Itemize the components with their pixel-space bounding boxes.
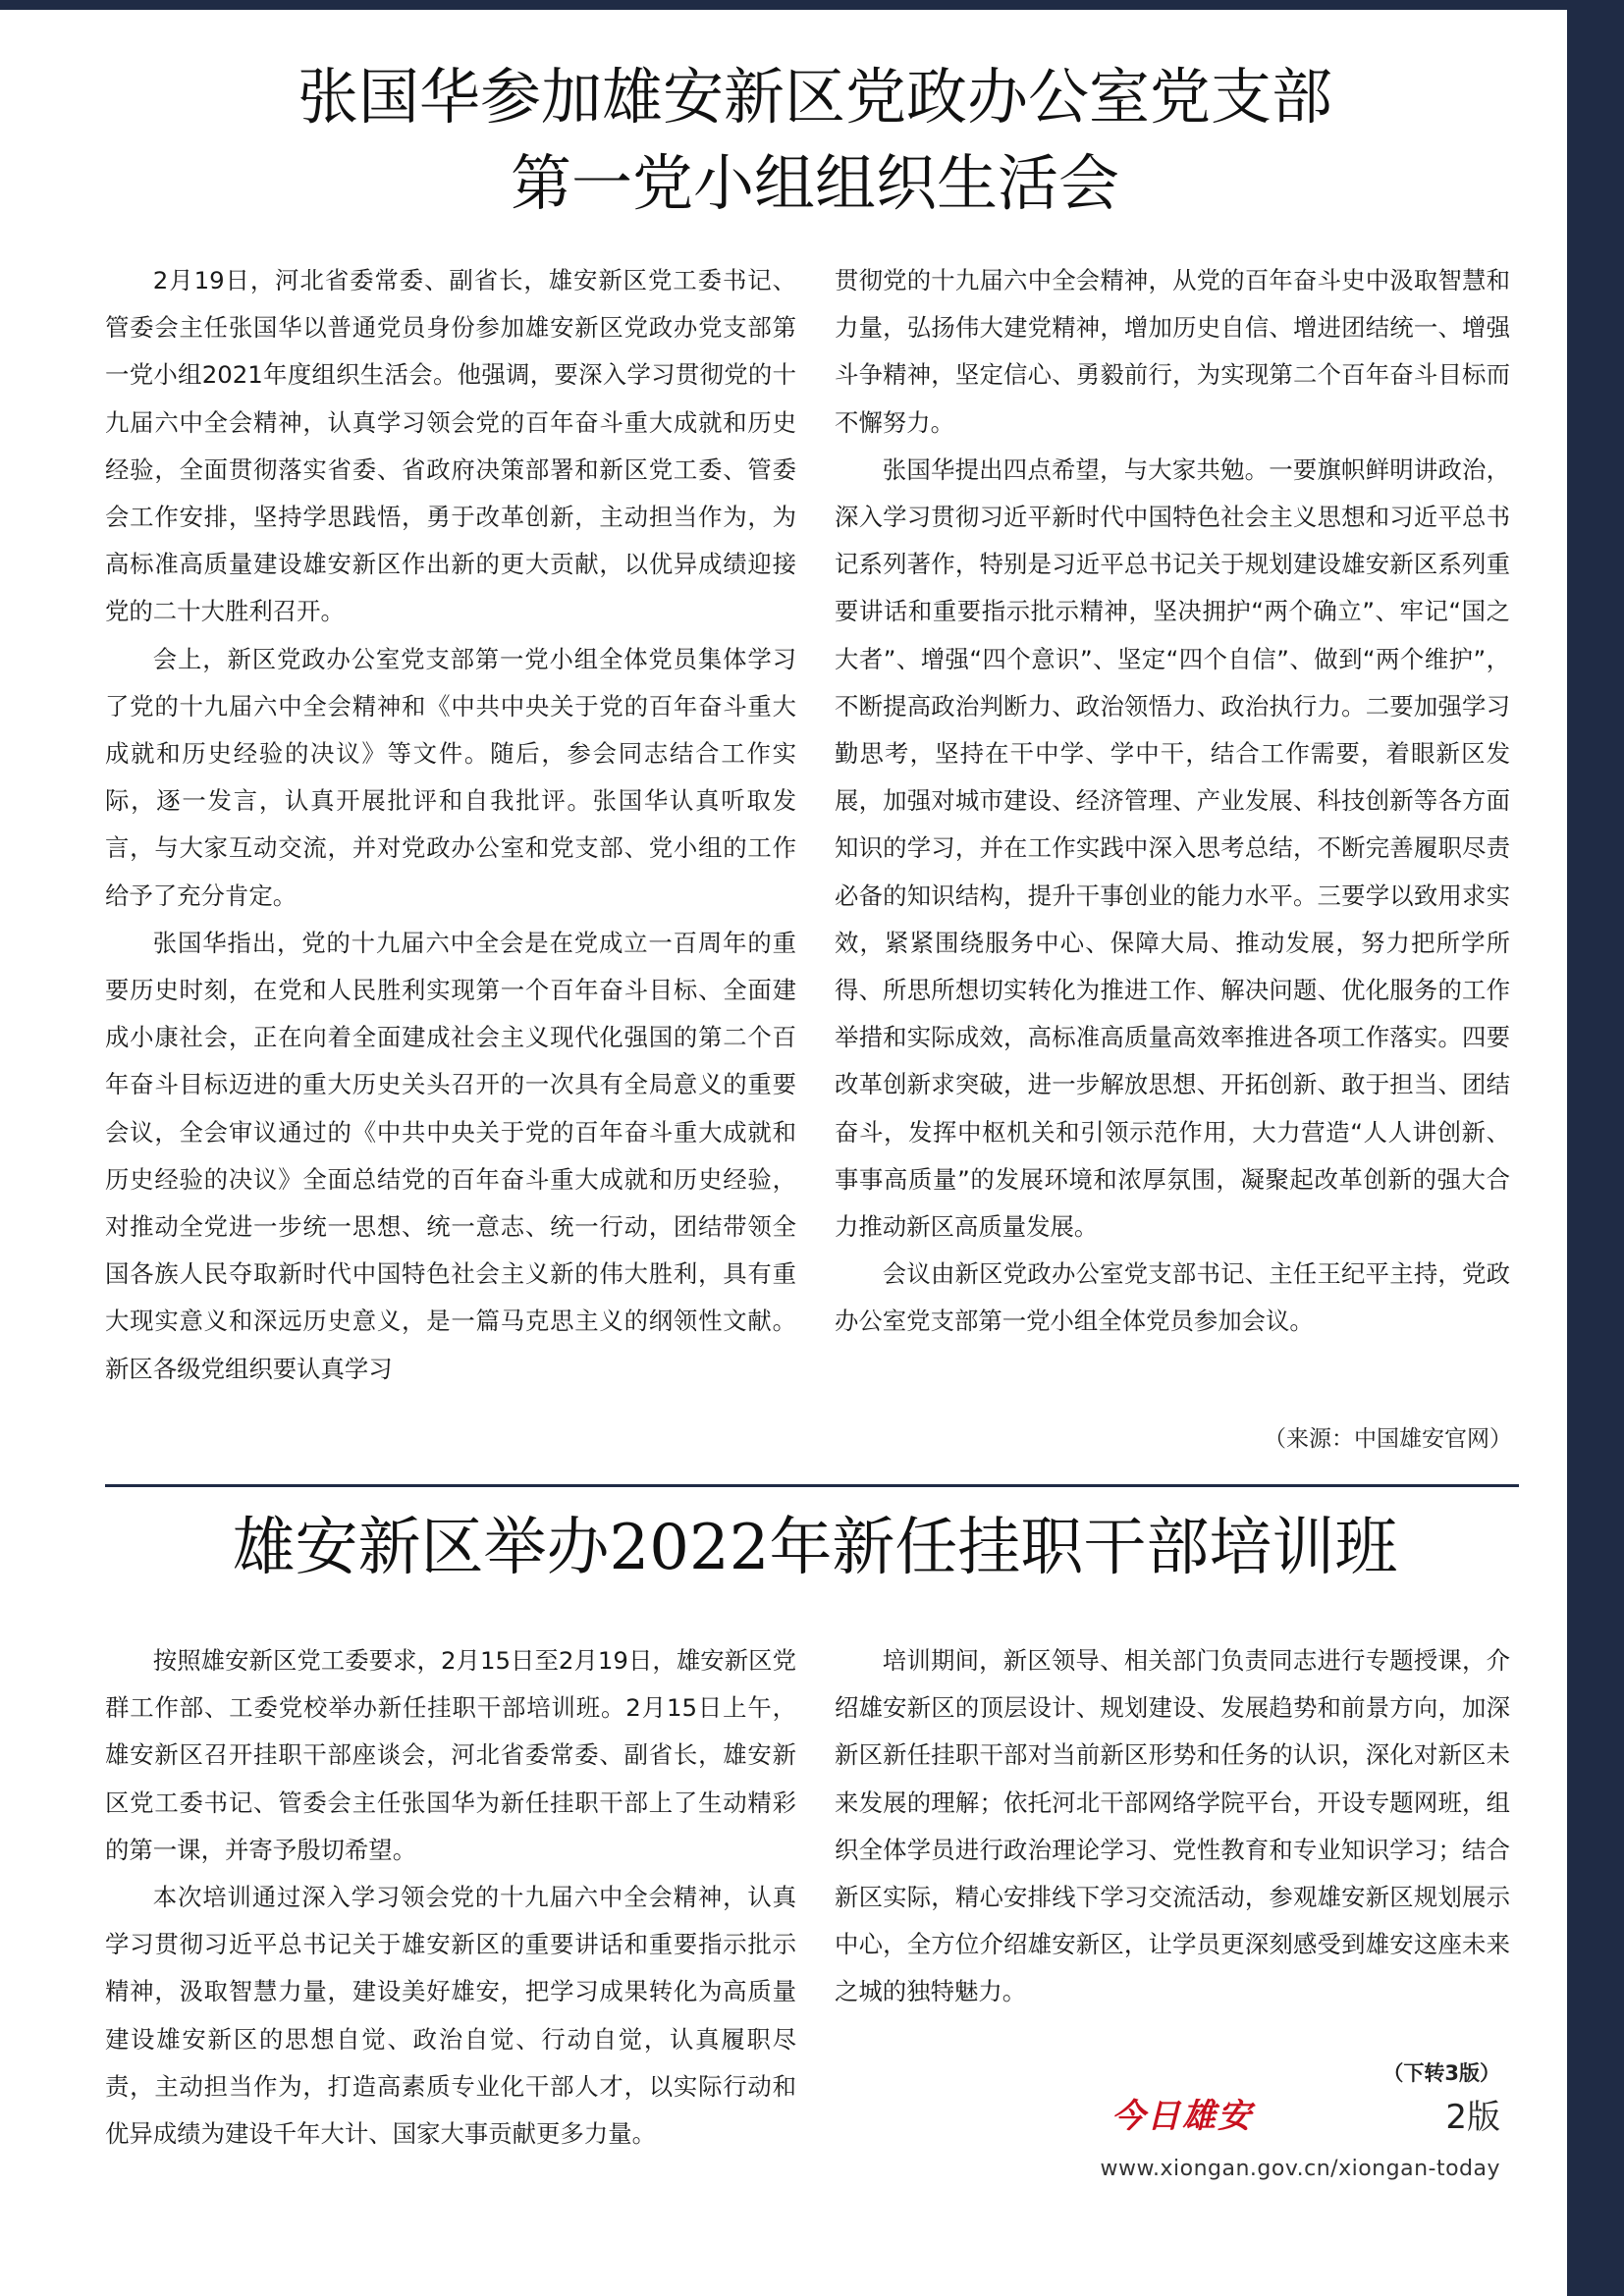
article1-paragraph: 张国华指出，党的十九届六中全会是在党成立一百周年的重要历史时刻，在党和人民胜利实现第一个百年奋斗目标、全面建成小康社会，正在向着全面建成社会主义现代化强国的第二个百年奋斗目标迈进的重大历史关头召开的一次具有全局意义的重要会议，全会审议通过的《中共中央关于党的百年奋斗重大成就和历史经验的决议》全面总结党的百年奋斗重大成就和历史经验，对推动全党进一步统一思想、统一意志、统一行动，团结带领全国各族人民夺取新时代中国特色社会主义新的伟大胜利，具有重大现实意义和深远历史意义，是一篇马克思主义的纲领性文献。新区各级党组织要认真学习 bbox=[105, 928, 796, 1383]
article1-left-column bbox=[105, 257, 796, 1393]
article2-left-column bbox=[105, 1637, 796, 2158]
article1-title-line2: 第一党小组组织生活会 bbox=[510, 147, 1119, 219]
article2-paragraph: 按照雄安新区党工委要求，2月15日至2月19日，雄安新区党群工作部、工委党校举办新任挂职干部培训班。2月15日上午，雄安新区召开挂职干部座谈会，河北省委常委、副省长，雄安新区党工委书记、管委会主任张国华为新任挂职干部上了生动精彩的第一课，并寄予殷切希望。 bbox=[105, 1646, 796, 1864]
article1-source: （来源：中国雄安官网） bbox=[1264, 1426, 1512, 1452]
article1-paragraph: 张国华提出四点希望，与大家共勉。一要旗帜鲜明讲政治，深入学习贯彻习近平新时代中国特色社会主义思想和习近平总书记系列著作，特别是习近平总书记关于规划建设雄安新区系列重要讲话和重要指示批示精神，坚决拥护“两个确立”、牢记“国之大者”、增强“四个意识”、坚定“四个自信”、做到“两个维护”，不断提高政治判断力、政治领悟力、政治执行力。二要加强学习勤思考，坚持在干中学、学中干，结合工作需要，着眼新区发展，加强对城市建设、经济管理、产业发展、科技创新等各方面知识的学习，并在工作实践中深入思考总结，不断完善履职尽责必备的知识结构，提升干事创业的能力水平。三要学以致用求实效，紧紧围绕服务中心、保障大局、推动发展，努力把所学所得、所思所想切实转化为推进工作、解决问题、优化服务的工作举措和实际成效，高标准高质量高效率推进各项工作落实。四要改革创新求突破，进一步解放思想、开拓创新、敢于担当、团结奋斗，发挥中枢机关和引领示范作用，大力营造“人人讲创新、事事高质量”的发展环境和浓厚氛围，凝聚起改革创新的强大合力推动新区高质量发展。 bbox=[835, 454, 1510, 1242]
article1-paragraph: 会议由新区党政办公室党支部书记、主任王纪平主持，党政办公室党支部第一党小组全体党员参加会议。 bbox=[835, 1259, 1510, 1336]
continued-note: （下转3版） bbox=[1382, 2061, 1500, 2085]
right-decorative-bar bbox=[1567, 0, 1624, 2296]
website-url: www.xiongan.gov.cn/xiongan-today bbox=[1100, 2157, 1500, 2181]
article2-right-column bbox=[835, 1637, 1510, 2016]
article1-paragraph: 会上，新区党政办公室党支部第一党小组全体党员集体学习了党的十九届六中全会精神和《中共中央关于党的百年奋斗重大成就和历史经验的决议》等文件。随后，参会同志结合工作实际，逐一发言，认真开展批评和自我批评。张国华认真听取发言，与大家互动交流，并对党政办公室和党支部、党小组的工作给予了充分肯定。 bbox=[105, 644, 796, 910]
section-divider bbox=[105, 1484, 1519, 1487]
page-number: 2版 bbox=[1445, 2098, 1500, 2137]
article1-right-column bbox=[835, 257, 1510, 1346]
article1-paragraph: 2月19日，河北省委常委、副省长，雄安新区党工委书记、管委会主任张国华以普通党员身份参加雄安新区党政办党支部第一党小组2021年度组织生活会。他强调，要深入学习贯彻党的十九届六中全会精神，认真学习领会党的百年奋斗重大成就和历史经验，全面贯彻落实省委、省政府决策部署和新区党工委、管委会工作安排，坚持学思践悟，勇于改革创新，主动担当作为，为高标准高质量建设雄安新区作出新的更大贡献，以优异成绩迎接党的二十大胜利召开。 bbox=[105, 266, 796, 626]
article2-paragraph: 本次培训通过深入学习领会党的十九届六中全会精神，认真学习贯彻习近平总书记关于雄安新区的重要讲话和重要指示批示精神，汲取智慧力量，建设美好雄安，把学习成果转化为高质量建设雄安新区的思想自觉、政治自觉、行动自觉，认真履职尽责，主动担当作为，打造高素质专业化干部人才，以实际行动和优异成绩为建设千年大计、国家大事贡献更多力量。 bbox=[105, 1883, 796, 2149]
article1-title-line1: 张国华参加雄安新区党政办公室党支部 bbox=[297, 61, 1332, 133]
article2-title: 雄安新区举办2022年新任挂职干部培训班 bbox=[232, 1512, 1398, 1584]
top-decorative-bar bbox=[0, 0, 1624, 10]
brand-logo: 今日雄安 bbox=[1111, 2097, 1253, 2136]
article1-paragraph-continued: 贯彻党的十九届六中全会精神，从党的百年奋斗史中汲取智慧和力量，弘扬伟大建党精神，增加历史自信、增进团结统一、增强斗争精神，坚定信心、勇毅前行，为实现第二个百年奋斗目标而不懈努力。 bbox=[835, 266, 1510, 437]
article2-paragraph: 培训期间，新区领导、相关部门负责同志进行专题授课，介绍雄安新区的顶层设计、规划建设、发展趋势和前景方向，加深新区新任挂职干部对当前新区形势和任务的认识，深化对新区未来发展的理解；依托河北干部网络学院平台，开设专题网班，组织全体学员进行政治理论学习、党性教育和专业知识学习；结合新区实际，精心安排线下学习交流活动，参观雄安新区规划展示中心，全方位介绍雄安新区，让学员更深刻感受到雄安这座未来之城的独特魅力。 bbox=[835, 1646, 1510, 2006]
